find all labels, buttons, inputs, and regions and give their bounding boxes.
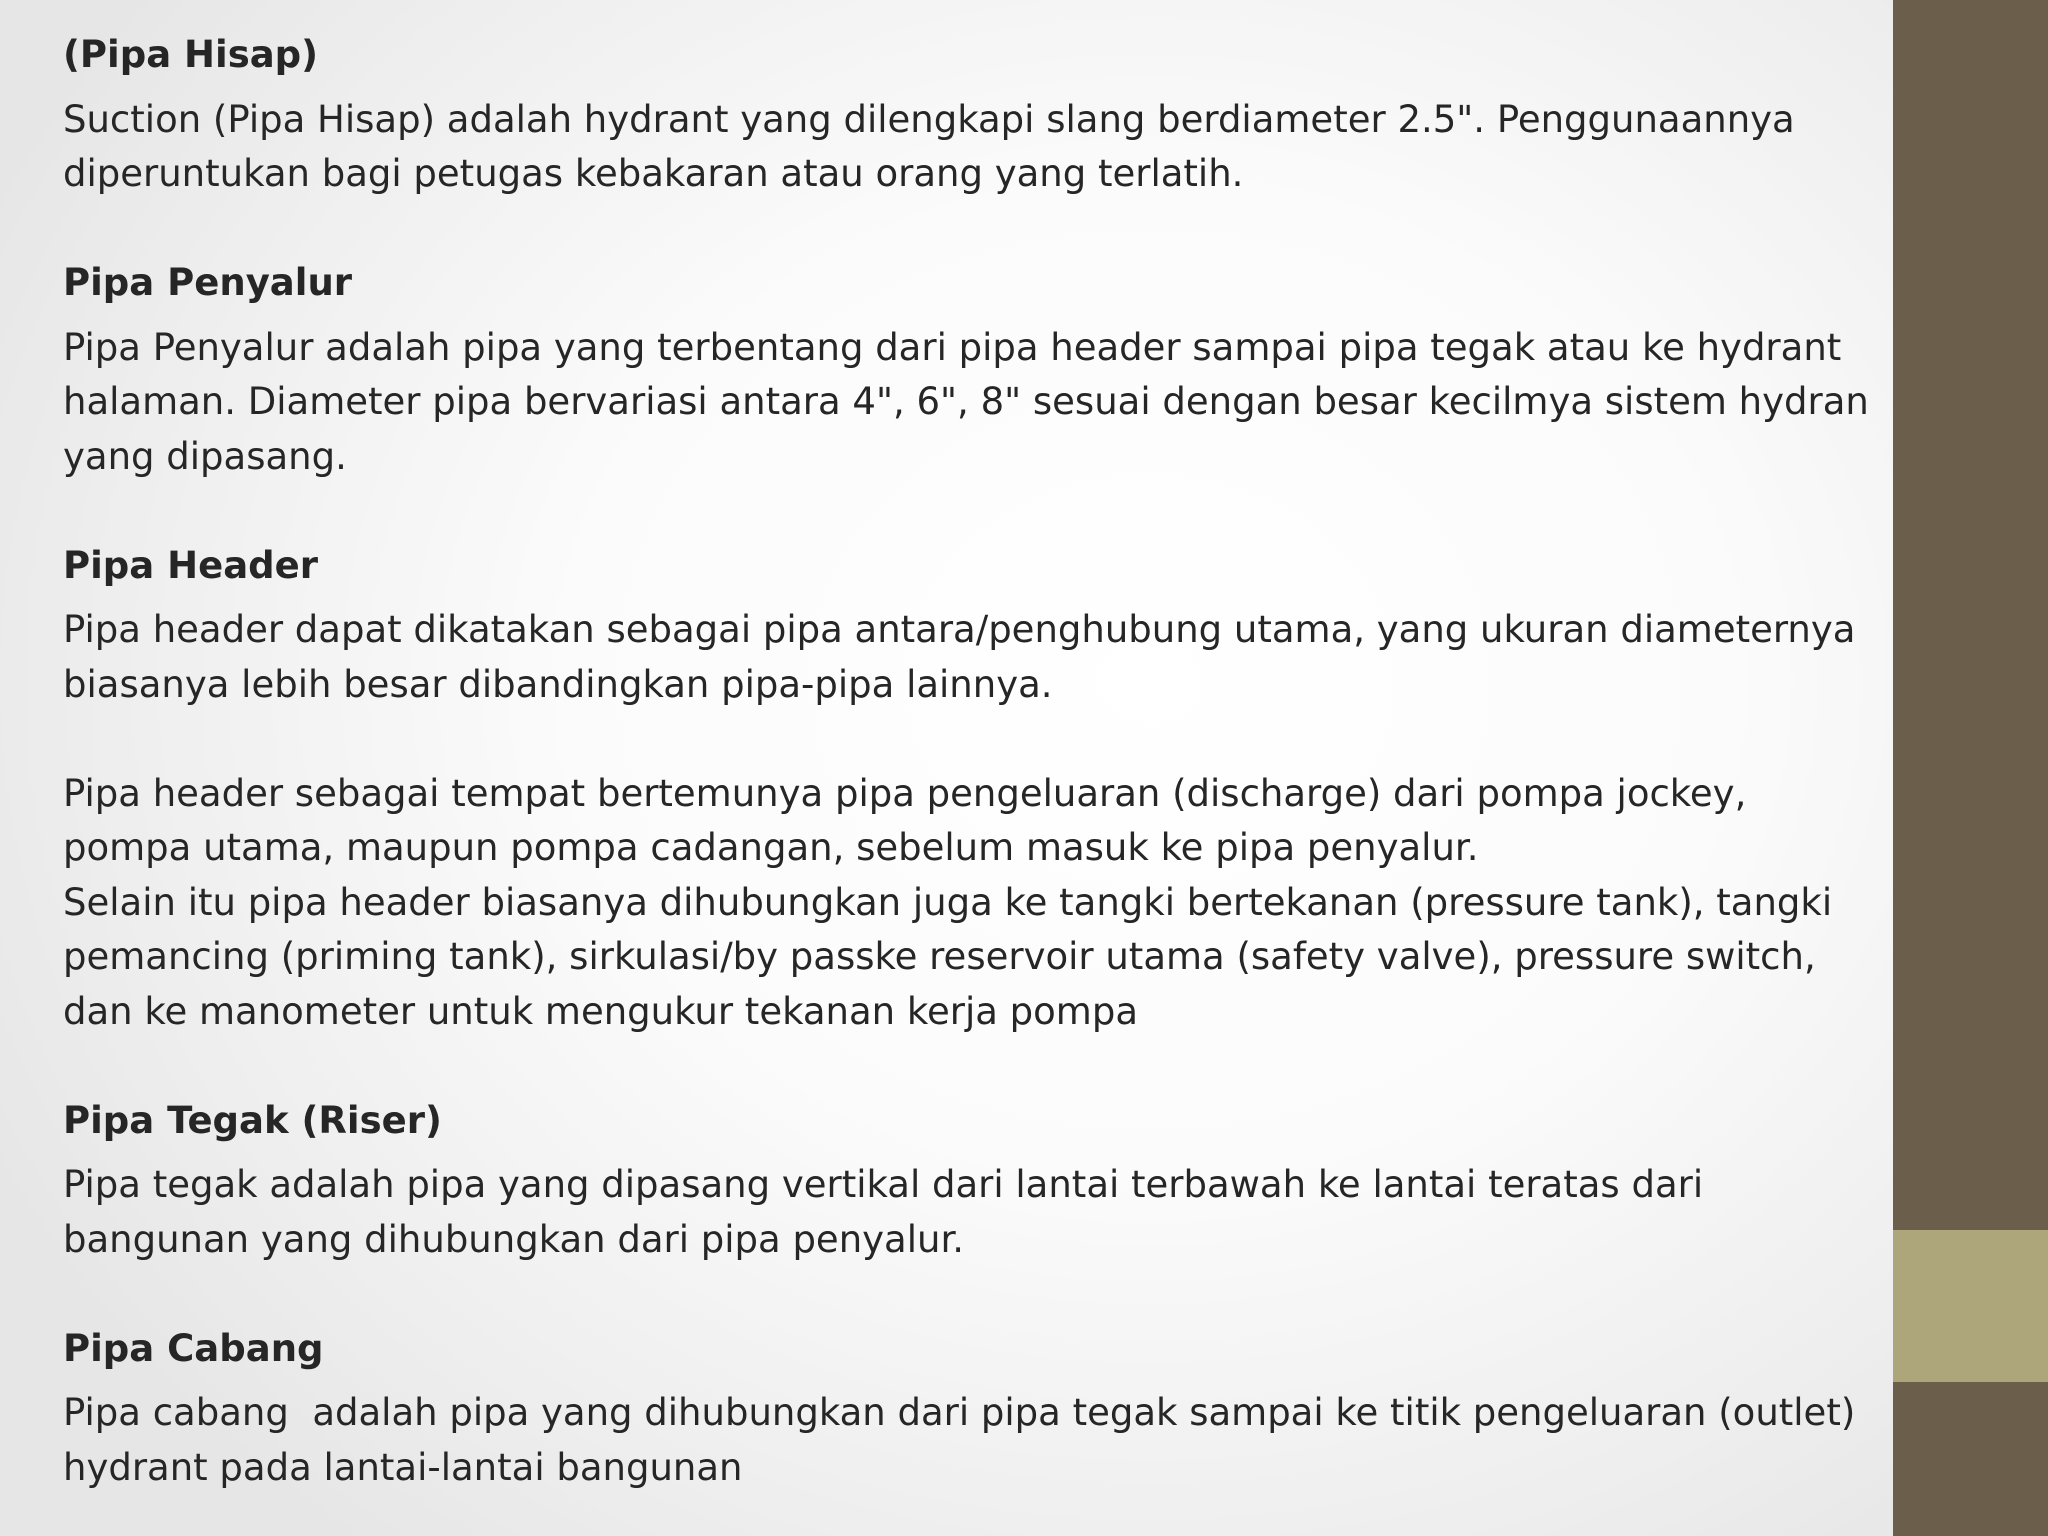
paragraph (63, 1158, 1863, 1267)
paragraph (63, 767, 1863, 1040)
text-line: yang dipasang. (63, 434, 347, 478)
heading-gap (63, 83, 1863, 93)
text-line: Pipa cabang adalah pipa yang dihubungkan dari pipa tegak sampai ke titik pengeluaran (outlet) (63, 1391, 1856, 1434)
section (63, 256, 1869, 484)
paragraph (63, 603, 1863, 712)
heading-gap (63, 1376, 1863, 1386)
section (63, 1094, 1863, 1268)
section-heading: Pipa Tegak (Riser) (63, 1098, 442, 1142)
text-line: Pipa tegak adalah pipa yang dipasang vertikal dari lantai terbawah ke lantai teratas dari (63, 1163, 1704, 1206)
heading-gap (63, 311, 1863, 321)
text-line: Pipa header sebagai tempat bertemunya pipa pengeluaran (discharge) dari pompa jockey, (63, 771, 1747, 815)
text-line: pemancing (priming tank), sirkulasi/by passke reservoir utama (safety valve), pressure switch, (63, 935, 1816, 978)
slide-text-body (63, 28, 1869, 1495)
paragraph (63, 93, 1863, 202)
side-decorative-accent (1893, 1230, 2048, 1382)
section-heading: Pipa Header (63, 543, 318, 587)
text-line: dan ke manometer untuk mengukur tekanan kerja pompa (63, 989, 1138, 1033)
section-heading: Pipa Cabang (63, 1326, 324, 1370)
paragraph (63, 1386, 1863, 1495)
section-heading: (Pipa Hisap) (63, 33, 319, 76)
text-line: Pipa header dapat dikatakan sebagai pipa antara/penghubung utama, yang ukuran diameternya (63, 608, 1856, 651)
text-line: hydrant pada lantai-lantai bangunan (63, 1445, 743, 1489)
text-line: Selain itu pipa header biasanya dihubungkan juga ke tangki bertekanan (pressure tank), tangki (63, 880, 1833, 924)
section-heading: Pipa Penyalur (63, 261, 353, 304)
heading-gap (63, 593, 1863, 603)
text-line: diperuntukan bagi petugas kebakaran atau orang yang terlatih. (63, 152, 1244, 195)
text-line: Pipa Penyalur adalah pipa yang terbentang dari pipa header sampai pipa tegak atau ke hydrant (63, 325, 1842, 369)
section (63, 539, 1863, 1040)
text-line: bangunan yang dihubungkan dari pipa penyalur. (63, 1217, 965, 1261)
text-line: Suction (Pipa Hisap) adalah hydrant yang dilengkapi slang berdiameter 2.5". Penggunaannya (63, 97, 1795, 141)
text-line: biasanya lebih besar dibandingkan pipa-pipa lainnya. (63, 662, 1053, 706)
section (63, 28, 1863, 202)
text-line: pompa utama, maupun pompa cadangan, sebelum masuk ke pipa penyalur. (63, 826, 1479, 869)
section (63, 1322, 1863, 1496)
text-line: halaman. Diameter pipa bervariasi antara 4", 6", 8" sesuai dengan besar kecilmya sistem hydran (63, 380, 1869, 423)
paragraph (63, 321, 1869, 485)
heading-gap (63, 1148, 1863, 1158)
